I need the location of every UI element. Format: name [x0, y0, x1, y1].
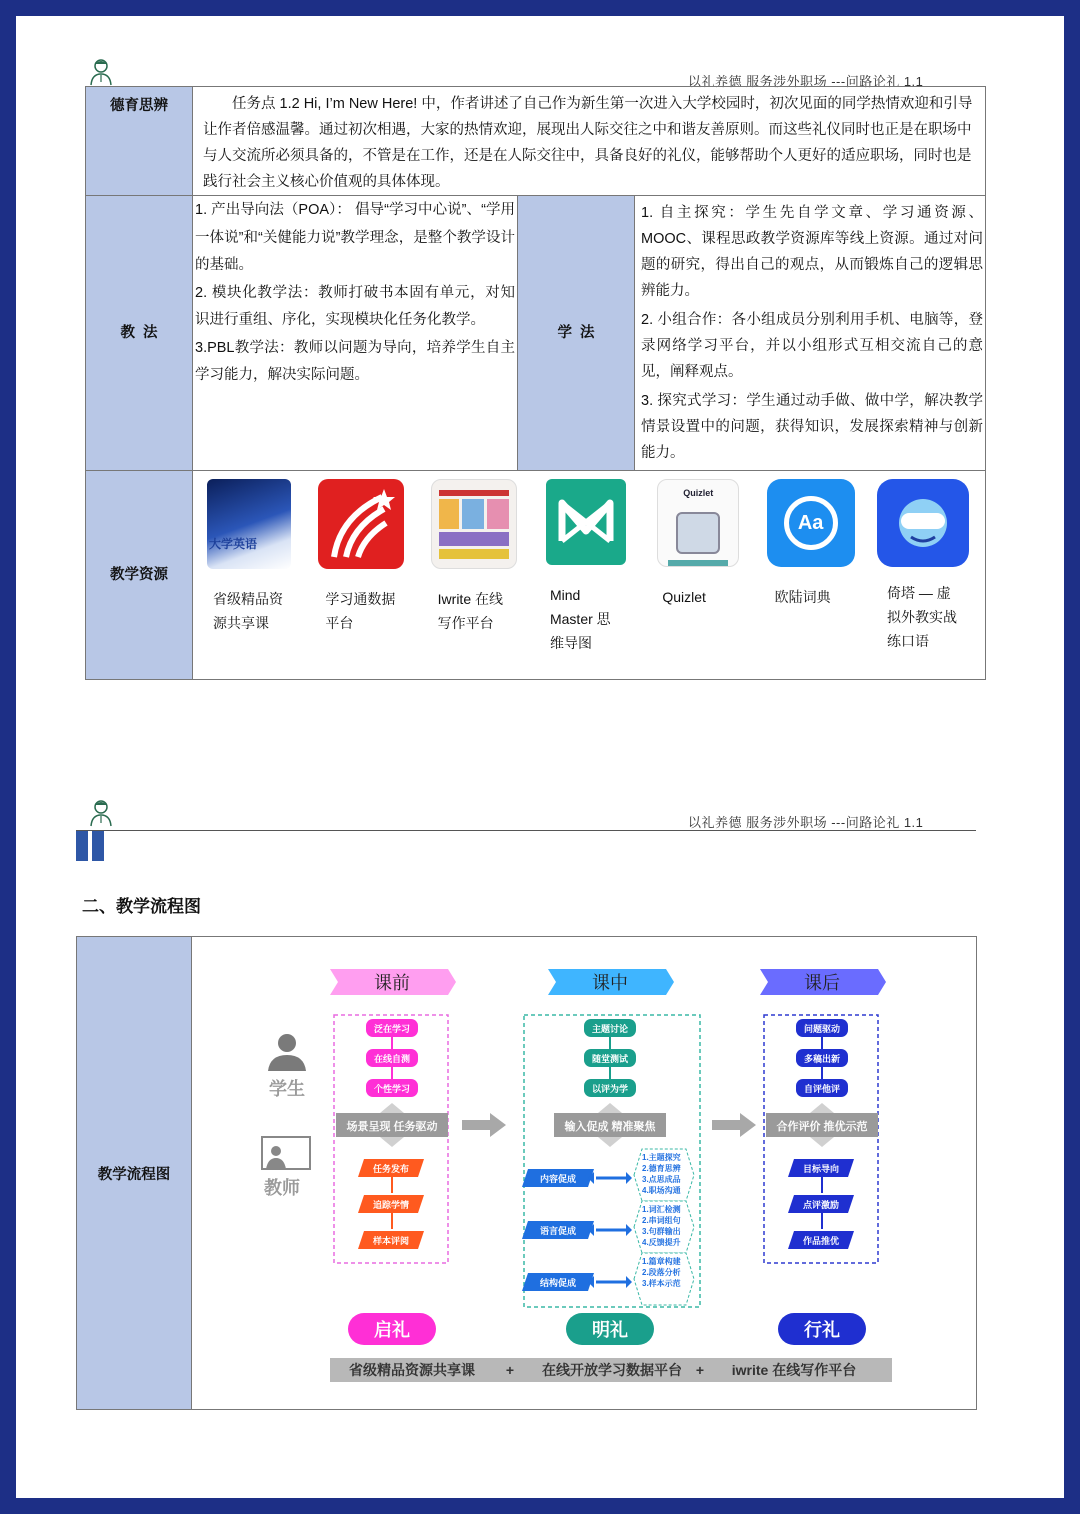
resource-label: Mind Master 思维导图: [549, 587, 611, 651]
promotion-detail-text: 1.主题探究: [642, 1153, 681, 1162]
stage-title: 课前: [374, 973, 410, 993]
resource-item[interactable]: [195, 475, 303, 679]
student-icon: [268, 1055, 306, 1071]
platform-label: 省级精品资源共享课: [349, 1362, 475, 1378]
cover-text: Aa: [797, 512, 824, 534]
deyu-row: [86, 87, 986, 196]
header-rule: [76, 830, 976, 831]
platform-label: +: [695, 1362, 705, 1378]
promotion-detail-text: 1.篇章构建: [642, 1257, 681, 1266]
promotion-detail-text: 3.句群输出: [642, 1227, 681, 1236]
document-page: [16, 16, 1064, 1498]
center-band-label: 合作评价 推优示范: [776, 1121, 868, 1133]
promotion-detail-text: 3.样本示范: [642, 1279, 681, 1288]
yita-vr-logo-icon: [877, 479, 969, 567]
stage-title: 课后: [804, 973, 840, 993]
role-teacher-label: 教师: [264, 1178, 300, 1198]
resource-label: 学习通数据平台: [325, 591, 396, 631]
promotion-detail-text: 1.词汇检测: [642, 1205, 681, 1214]
jiaofa-item-3: 3.PBL教学法：教师以问题为导向，培养学生自主学习能力，解决实际问题。: [195, 339, 515, 383]
arrow-head: [626, 1172, 632, 1184]
teacher-step-label: 作品推优: [802, 1236, 840, 1246]
deyu-text: [193, 87, 986, 196]
teacher-step-label: 样本评阅: [372, 1236, 410, 1246]
promotion-detail-text: 2.串词组句: [642, 1216, 681, 1225]
center-band-label: 输入促成 精准聚焦: [564, 1121, 656, 1133]
teacher-step-label: 任务发布: [372, 1164, 410, 1174]
quizlet-screenshot-icon: [657, 479, 739, 567]
stage-bottom-label: 启礼: [374, 1320, 410, 1340]
student-step-label: 问题驱动: [803, 1024, 841, 1034]
page-header: 以礼养德 服务涉外职场 ---问路论礼 1.1: [688, 815, 924, 830]
promotion-detail-text: 2.段落分析: [642, 1268, 681, 1277]
deyu-paragraph: 任务点 1.2 Hi, I’m New Here! 中，作者讲述了自己作为新生第一次进入大学校园时，初次见面的同学热情欢迎和引导让作者倍感温馨。通过初次相遇，大家的热情欢迎，展现出人际交往之中和谐友善原则。而这些礼仪同时也正是在职场中与人交流所必须具备的，不管是在工作，还是在人际交往中，具备良好的礼仪，能够帮助个人更好的适应职场，同时也是践行社会主义核心价值观的具体体现。: [203, 96, 973, 190]
down-arrow: [810, 1137, 834, 1147]
ui-bar: [439, 532, 509, 546]
jiaofa-item-2: 2. 模块化教学法：教师打破书本固有单元，对知识进行重组、序化，实现模块化任务化教学。: [195, 284, 515, 328]
promotion-detail-text: 4.反馈提升: [642, 1238, 681, 1247]
student-step-label: 以评为学: [591, 1084, 629, 1094]
flowchart-label: 教学流程图: [77, 937, 192, 1409]
cover-text: 大学英语: [209, 537, 258, 551]
ziyuan-label: 教学资源: [86, 471, 193, 680]
student-step-label: 多稿出新: [803, 1054, 841, 1064]
down-arrow: [598, 1137, 622, 1147]
role-student-label: 学生: [269, 1079, 305, 1099]
ziyuan-cell: [193, 471, 986, 680]
resource-item[interactable]: [307, 475, 415, 679]
promotion-label: 语言促成: [539, 1226, 577, 1236]
teacher-step-label: 点评激励: [802, 1200, 840, 1210]
student-step-label: 个性学习: [373, 1084, 411, 1094]
eudic-logo-icon: [767, 479, 855, 567]
resource-label: 倚塔 — 虚拟外教实战练口语: [886, 585, 957, 649]
promotion-detail-text: 3.点思成品: [642, 1175, 681, 1184]
xuexitong-logo-icon: [318, 479, 404, 569]
promotion-label: 结构促成: [539, 1278, 577, 1288]
stage-transition-arrow: [462, 1113, 506, 1137]
resource-label: 欧陆词典: [774, 589, 831, 605]
lesson-plan-table: [85, 86, 986, 680]
stage-bottom-label: 明礼: [592, 1320, 628, 1340]
student-step-label: 随堂测试: [591, 1054, 629, 1064]
ui-row: [439, 499, 509, 529]
teacher-icon: [271, 1146, 281, 1156]
stage-bottom-label: 行礼: [804, 1320, 840, 1340]
jiaofa-label: 教 法: [86, 196, 193, 471]
xuefa-item-3: 3. 探究式学习：学生通过动手做、做中学，解决教学情景设置中的问题，获得知识，发展探索精神与创新能力。: [641, 393, 984, 461]
resource-item[interactable]: [757, 475, 865, 679]
arrow-head: [626, 1276, 632, 1288]
teacher-step-label: 追踪学情: [372, 1200, 410, 1210]
cover-text: Quizlet: [683, 488, 714, 498]
xuefa-item-2: 2. 小组合作：各小组成员分别利用手机、电脑等，登录网络学习平台，并以小组形式互相交流自己的意见，阐释观点。: [641, 312, 984, 380]
hand-phone: [676, 512, 720, 554]
doctor-icon: [88, 799, 114, 827]
platform-label: iwrite 在线写作平台: [731, 1362, 857, 1378]
deyu-label: 德育思辨: [86, 87, 193, 196]
college-english-cover-icon: [207, 479, 291, 569]
jiaofa-cell: [193, 196, 518, 471]
resource-label: 省级精品资源共享课: [213, 591, 283, 631]
mindmaster-logo-icon: [546, 479, 626, 565]
resource-list: [193, 471, 985, 679]
student-step-label: 主题讨论: [591, 1024, 629, 1034]
stage-transition-arrow: [712, 1113, 756, 1137]
ui-bar: [439, 549, 509, 559]
resource-item[interactable]: [420, 475, 528, 679]
jiaofa-item-1: 1. 产出导向法（POA）： 倡导“学习中心说”、“学用一体说”和“关健能力说”教学理念，是整个教学设计的基础。: [195, 202, 515, 273]
resource-label: Iwrite 在线写作平台: [437, 591, 503, 631]
magnifier: [784, 496, 838, 550]
up-arrow: [810, 1103, 834, 1113]
doctor-icon: [88, 58, 114, 86]
ui-bar: [668, 560, 728, 566]
promotion-label: 内容促成: [539, 1174, 577, 1184]
iwrite-screenshot-icon: [431, 479, 517, 569]
ui-bar: [439, 490, 509, 496]
student-step-label: 在线自测: [373, 1054, 411, 1064]
header-accent-bar: [76, 831, 88, 861]
xuefa-cell: [635, 196, 986, 471]
down-arrow: [380, 1137, 404, 1147]
resource-item[interactable]: [532, 475, 640, 679]
student-step-label: 泛在学习: [373, 1024, 411, 1034]
xuefa-label: 学 法: [518, 196, 635, 471]
center-band-label: 场景呈现 任务驱动: [346, 1121, 438, 1133]
resource-item[interactable]: [869, 475, 977, 679]
arrow-head: [626, 1224, 632, 1236]
header-accent-bar: [92, 831, 104, 861]
up-arrow: [598, 1103, 622, 1113]
promotion-detail-text: 4.职场沟通: [642, 1186, 681, 1195]
promotion-detail-text: 2.德育思辨: [642, 1164, 681, 1173]
xuefa-item-1: 1. 自主探究：学生先自学文章、学习通资源、MOOC、课程思政教学资源库等线上资源。通过对问题的研究，得出自己的观点，从而锻炼自己的逻辑思辨能力。: [641, 205, 984, 299]
teaching-flowchart: [192, 937, 976, 1409]
platform-label: 在线开放学习数据平台: [542, 1362, 682, 1378]
section-title: 二、教学流程图: [82, 897, 201, 916]
resources-row: [86, 471, 986, 680]
platform-label: +: [505, 1362, 515, 1378]
page-header: 以礼养德 服务涉外职场 ---问路论礼 1.1: [688, 74, 924, 89]
resource-item[interactable]: [644, 475, 752, 679]
method-row: [86, 196, 986, 471]
flowchart-box: [76, 936, 977, 1410]
student-step-label: 自评他评: [803, 1084, 841, 1094]
up-arrow: [380, 1103, 404, 1113]
student-icon: [278, 1034, 296, 1052]
teacher-step-label: 目标导向: [802, 1164, 840, 1174]
stage-title: 课中: [592, 973, 628, 993]
resource-label: Quizlet: [662, 589, 706, 605]
